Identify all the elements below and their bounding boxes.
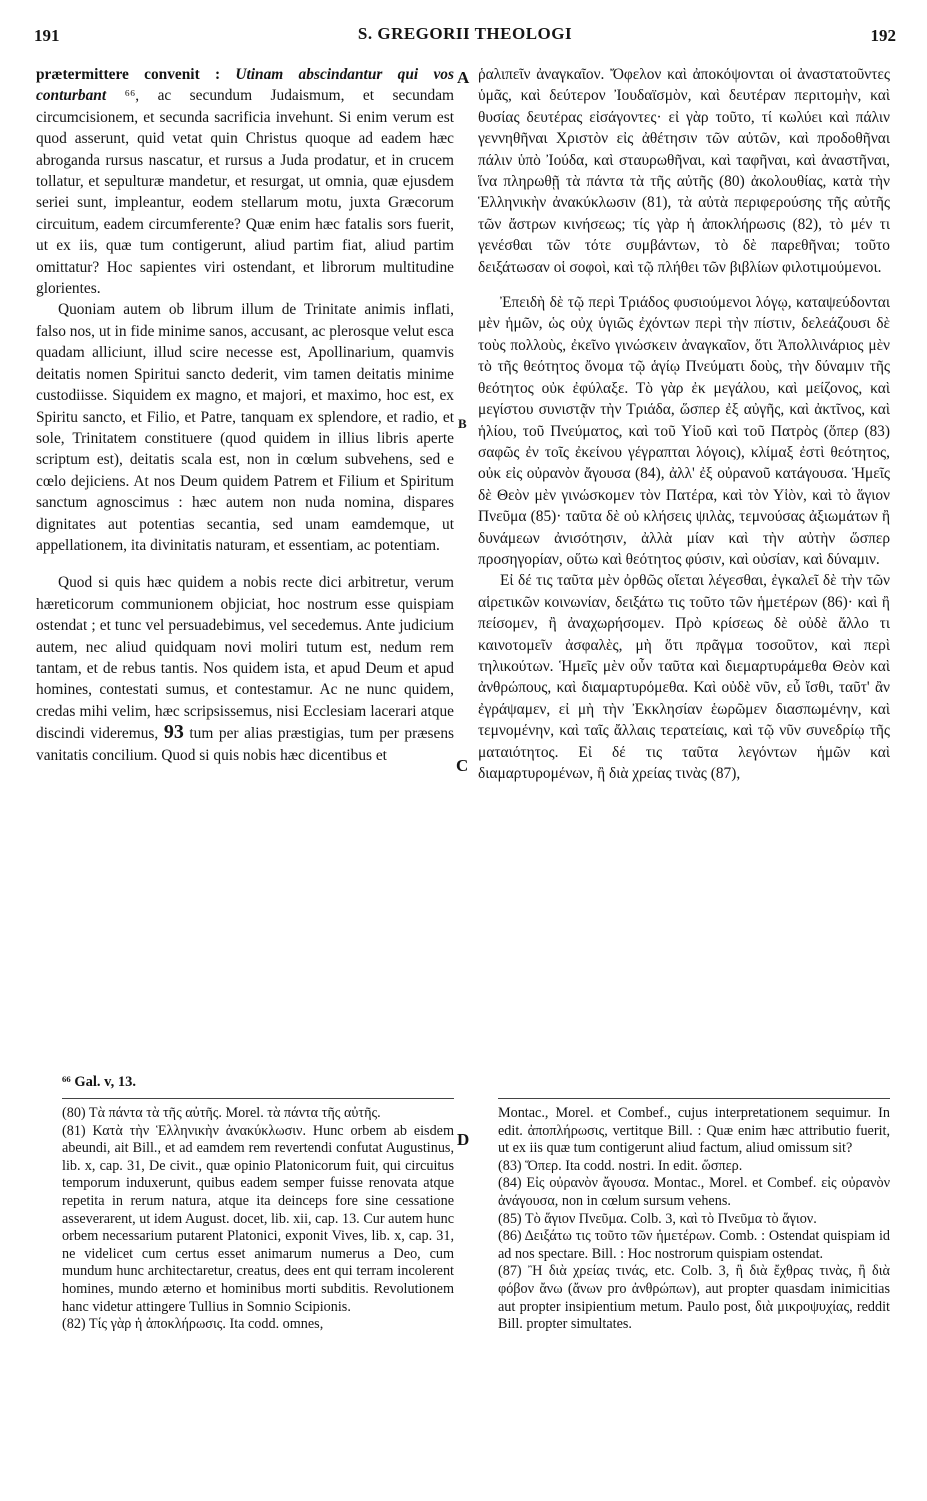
- latin-p1-lead: prætermittere convenit :: [36, 66, 236, 83]
- running-header: [34, 12, 896, 46]
- greek-column: [478, 64, 890, 784]
- note-83: (83) Ὅπερ. Ita codd. nostri. In edit. ὥσπερ.: [498, 1157, 743, 1174]
- note-82: (82) Τίς γὰρ ἡ ἀποκλήρωσις. Ita codd. omnes,: [62, 1316, 324, 1333]
- margin-letter-b: B: [458, 416, 467, 431]
- note-85: (85) Τὸ ἅγιον Πνεῦμα. Colb. 3, καὶ τὸ Πνεῦμα τὸ ἅγιον.: [498, 1210, 817, 1227]
- note-80: (80) Τὰ πάντα τὰ τῆς αὐτῆς. Morel. τὰ πάντα τῆς αὐτῆς.: [62, 1105, 381, 1121]
- page-number-left: 191: [34, 26, 60, 45]
- note-81: (81) Κατὰ τὴν Ἑλληνικὴν ἀνακύκλωσιν. Hunc orbem ab eisdem abeundi, ait Bill., et ad eamdem rem revertendi confutat Augustinus, lib. x, cap. 31, De civit., quæ opinio Platonicorum fuit, qui circuitus temporum induxerunt, quibus eadem semper fuisse renovata atque repetita in rerum natura, atque ita deinceps fore sine cessatione asseverarent, ut idem August. docet, lib. xii, cap. 13. Cur autem hunc orbem necessarium putarent Platonici, exponit Vives, lib. x, cap. 31, ne videlicet cum certus esset animarum numerus a Deo, cum mundum hunc architectaretur, creatus, dees ent qui terram incolerent homines, mundo æterno et hominibus morti subditis. Revolutionem hanc videtur attingere Tullius in Somnio Scipionis.: [62, 1122, 454, 1315]
- note-82-cont: Montac., Morel. et Combef., cujus interpretationem sequimur. In edit. ἀποπλήρωσις, vertitque Bill. : Quæ enim hæc attributio fuerit, ut ex iis quæ tum contigerunt aliud factum, aliud omissum sit?: [498, 1105, 890, 1157]
- note-86: (86) Δειξάτω τις τοῦτο τῶν ἡμετέρων. Comb. : Ostendat quispiam id ad nos spectare. Bill. : Hoc nostrorum quispiam ostendat.: [498, 1228, 890, 1262]
- latin-paragraph-3: [36, 572, 454, 766]
- greek-paragraph-1: ῥαλιπεῖν ἀναγκαῖον. Ὄφελον καὶ ἀποκόψονται οἱ ἀναστατοῦντες ὑμᾶς, καὶ δεύτερον Ἰουδαϊσμὸν, καὶ δευτέραν περιτομὴν, καὶ θυσίας δευτέρας εἰσάγοντες· εἰ γὰρ τοῦτο, τί κωλύει καὶ πάλιν γεννηθῆναι Χριστὸν εἰς ἀθέτησιν τῶν αὐτῶν, καὶ προδοθῆναι πάλιν ὑπὸ Ἰούδα, καὶ σταυρωθῆναι, καὶ ταφῆναι, καὶ ἀναστῆναι, ἵνα πληρωθῇ τὰ πάντα τὰ τῆς αὐτῆς (80) ἀκολουθίας, κατὰ τὴν Ἑλληνικὴν ἀνακύκλωσιν (81), τὰ αὐτὰ περιφερούσης τῆς αὐτῆς τῶν ἄστρων κινήσεως; τίς γὰρ ἡ ἀποκλήρωσις (82), τὸ μέν τι γενέσθαι τῶν τότε συμβάντων, τὸ δὲ παρεθῆναι; τοῦτο δειξάτωσαν οἱ σοφοὶ, καὶ τῷ πλήθει τῶν βιβλίων φιλοτιμούμενοι.: [478, 66, 890, 276]
- latin-paragraph-2: Quoniam autem ob librum illum de Trinitate animis inflati, falso nos, ut in fide minime sanos, accusant, ac plerosque velut esca quadam alliciunt, illud scire necesse est, Apollinarium, quamvis deitatis nomen Spiritui sancto dederit, vim tamen deitatis minime custodiisse. Siquidem ex magno, et majori, et maximo, hoc est, ex Spiritu sancto, et Filio, et Patre, tanquam ex splendore, et radio, et sole, Trinitatem constituere (quod quidem in illius libris aperte scriptum est), deitatis scala est, non in cœlum subvehens, sed e cœlo dejiciens. At nos Deum quidem Patrem et Filium et Spiritum sanctum agnoscimus : hæc autem non nuda nomina, dispares dignitates aut potentias secantia, sed unam eamdemque, ut appellationem, ita divinitatis naturam, et essentiam, ac potentiam.: [36, 301, 454, 554]
- latin-page-marker: 93: [163, 721, 184, 744]
- notes-left-column: [62, 1105, 454, 1334]
- notes-divider-right: [498, 1098, 890, 1099]
- running-title: S. GREGORII THEOLOGI: [357, 24, 573, 43]
- notes-right-column: [498, 1105, 890, 1334]
- latin-paragraph-1: [36, 64, 454, 299]
- page-number-right: 192: [870, 26, 896, 45]
- margin-letter-c: C: [456, 756, 469, 775]
- note-84: (84) Εἰς οὐρανὸν ἄγουσα. Montac., Morel. et Combef. εἰς οὐρανὸν ἀνάγουσα, non in cœlum sursum vehens.: [498, 1175, 890, 1209]
- scripture-footnote: ⁶⁶ Gal. v, 13.: [62, 1074, 136, 1090]
- latin-p1-body: ⁶⁶, ac secundum Judaismum, et secundam circumcisionem, et secunda sacrificia invehunt. Si enim verum est quod asserunt, quid vetat quin Christus quoque ad eadem hæc abroganda rursus nascatur, et rursus a Juda prodatur, et in crucem tollatur, et sepulturæ mandetur, et resurgat, ut omnia, quæ ejusdem seriei sunt, impleantur, eodem stellarum motu, juxta Græcorum circuitum, eadem circumferente? Quæ enim hæc fatalis sors fuerit, ut ex iis, quæ tum contigerunt, aliud partim fiat, aliud partim omittatur? Hoc sapientes viri ostendant, et librorum multitudine glorientes.: [36, 87, 454, 298]
- margin-letter-d: D: [457, 1130, 470, 1149]
- greek-paragraph-3: Εἰ δέ τις ταῦτα μὲν ὀρθῶς οἴεται λέγεσθαι, ἐγκαλεῖ δὲ τὴν τῶν αἱρετικῶν κοινωνίαν, δειξάτω τις τοῦτο τῶν ἡμετέρων (86)· καὶ ἢ πείσομεν, ἢ ἀναχωρήσομεν. Πρὸ κρίσεως δὲ οὐδὲ ἄλλο τι καινοτομεῖν ἀσφαλὲς, μὴ ὅτι πρᾶγμα τοσοῦτον, καὶ περὶ τηλικούτων. Ἡμεῖς μὲν οὖν ταῦτα καὶ διεμαρτυράμεθα Θεὸν καὶ ἀνθρώπους, καὶ διαμαρτυρόμεθα. Καὶ οὐδὲ νῦν, εὖ ἴσθι, ταῦτ' ἂν ἐγράψαμεν, εἰ μὴ τὴν Ἐκκλησίαν ἑωρῶμεν διασπωμένην, καὶ τεμνομένην, καὶ ταῖς ἄλλαις τερατείαις, καὶ τῷ νῦν συνεδρίῳ τῆς ματαιότητος. Εἰ δέ τις ταῦτα λεγόντων ἡμῶν καὶ διαμαρτυρομένων, ἢ διὰ χρείας τινὰς (87),: [478, 572, 890, 782]
- margin-letter-a: A: [457, 68, 470, 87]
- latin-p3-body: Quod si quis hæc quidem a nobis recte dici arbitretur, verum hæreticorum communionem objiciat, hoc nostrum esse quispiam ostendat ; et tunc vel persuadebimus, vel secedemus. Ante judicium autem, nec aliud quidquam novi moliri tutum est, nedum rem tantam, et de rebus tantis. Nos quidem ista, et apud Deum et apud homines, contestati sumus, et contestamur. Ac ne nunc quidem, credas mihi velim, hæc scripsissemus, nisi Ecclesiam lacerari atque discindi videremus,: [36, 574, 454, 743]
- notes-divider-left: [62, 1098, 454, 1099]
- latin-column: [36, 64, 454, 766]
- latin-p3-tail: tum per alias præstigias, tum per præsens vanitatis concilium. Quod si quis nobis hæc dicentibus et: [36, 725, 454, 764]
- greek-paragraph-2: Ἐπειδὴ δὲ τῷ περὶ Τριάδος φυσιούμενοι λόγῳ, καταψεύδονται μὲν ἡμῶν, ὡς οὐχ ὑγιῶς ἐχόντων περὶ τὴν πίστιν, δελεάζουσι δὲ τοὺς πολλοὺς, ἐκεῖνο γινώσκειν ἀναγκαῖον, ὅτι Ἀπολλινάριος μὲν τὸ τῆς θεότητος ὄνομα τῷ ἁγίῳ Πνεύματι δοὺς, τὴν δύναμιν τῆς θεότητος οὐκ ἐφύλαξε. Τὸ γὰρ ἐκ μεγάλου, καὶ μείζονος, καὶ μεγίστου συνιστᾷν τὴν Τριάδα, ὥσπερ ἐξ αὐγῆς, καὶ ἀκτῖνος, καὶ ἡλίου, τοῦ Πνεύματος, καὶ τοῦ Υἱοῦ καὶ τοῦ Πατρὸς (ὅπερ (83) σαφῶς ἐν τοῖς ἐκείνου γέγραπται λόγοις), κλίμαξ ἐστὶ θεότητος, οὐκ εἰς οὐρανὸν ἄγουσα (84), ἀλλ' ἐξ οὐρανοῦ κατάγουσα. Ἡμεῖς δὲ Θεὸν μὲν γινώσκομεν τὸν Πατέρα, καὶ τὸν Υἱὸν, καὶ τὸ ἅγιον Πνεῦμα (85)· ταῦτα δὲ οὐ κλήσεις ψιλὰς, τεμνούσας ἀξιωμάτων ἢ δυνάμεων ἀνισότησιν, ἀλλὰ μίαν καὶ τὴν αὐτὴν ὥσπερ προσηγορίαν, οὕτω καὶ θεότητος φύσιν, καὶ οὐσίαν, καὶ δύναμιν.: [478, 294, 890, 568]
- note-87: (87) Ἢ διὰ χρείας τινάς, etc. Colb. 3, ἢ διὰ ἔχθρας τινὰς, ἢ διὰ φόβον ἄνω (ἄνων pro ἀνθρώπων), aut propter quasdam inimicitias aut propter insipientium metum. Paulo post, διὰ μικροψυχίας, reddit Bill. propter simultates.: [498, 1263, 890, 1333]
- latin-p1-quote: Utinam abscindantur qui vos conturbant: [36, 66, 454, 105]
